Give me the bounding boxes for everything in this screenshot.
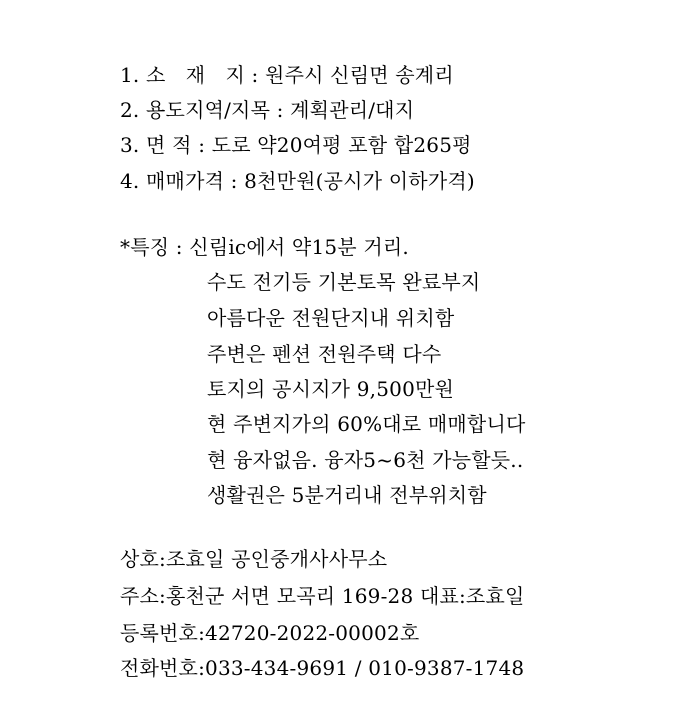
address-line: 주소:홍천군 서면 모곡리 169-28 대표:조효일	[120, 584, 525, 608]
feature-item: 현 주변지가의 60%대로 매매합니다	[207, 412, 526, 436]
phone-line: 전화번호:033-434-9691 / 010-9387-1748	[120, 656, 525, 680]
features-heading: *특징 : 신림ic에서 약15분 거리.	[120, 235, 409, 259]
feature-item: 수도 전기등 기본토목 완료부지	[207, 270, 481, 294]
feature-item: 주변은 펜션 전원주택 다수	[207, 342, 442, 366]
price-line: 4. 매매가격 : 8천만원(공시가 이하가격)	[120, 169, 475, 193]
business-name: 상호:조효일 공인중개사사무소	[120, 547, 388, 571]
feature-item: 현 융자없음. 융자5~6천 가능할듯..	[207, 448, 524, 472]
feature-item: 아름다운 전원단지내 위치함	[207, 306, 455, 330]
area-line: 3. 면 적 : 도로 약20여평 포함 합265평	[120, 133, 472, 157]
location-line: 1. 소 재 지 : 원주시 신림면 송계리	[120, 63, 454, 87]
feature-item: 토지의 공시지가 9,500만원	[207, 377, 455, 401]
feature-item: 생활권은 5분거리내 전부위치함	[207, 483, 487, 507]
zoning-line: 2. 용도지역/지목 : 계획관리/대지	[120, 98, 415, 122]
registration-line: 등록번호:42720-2022-00002호	[120, 621, 420, 645]
